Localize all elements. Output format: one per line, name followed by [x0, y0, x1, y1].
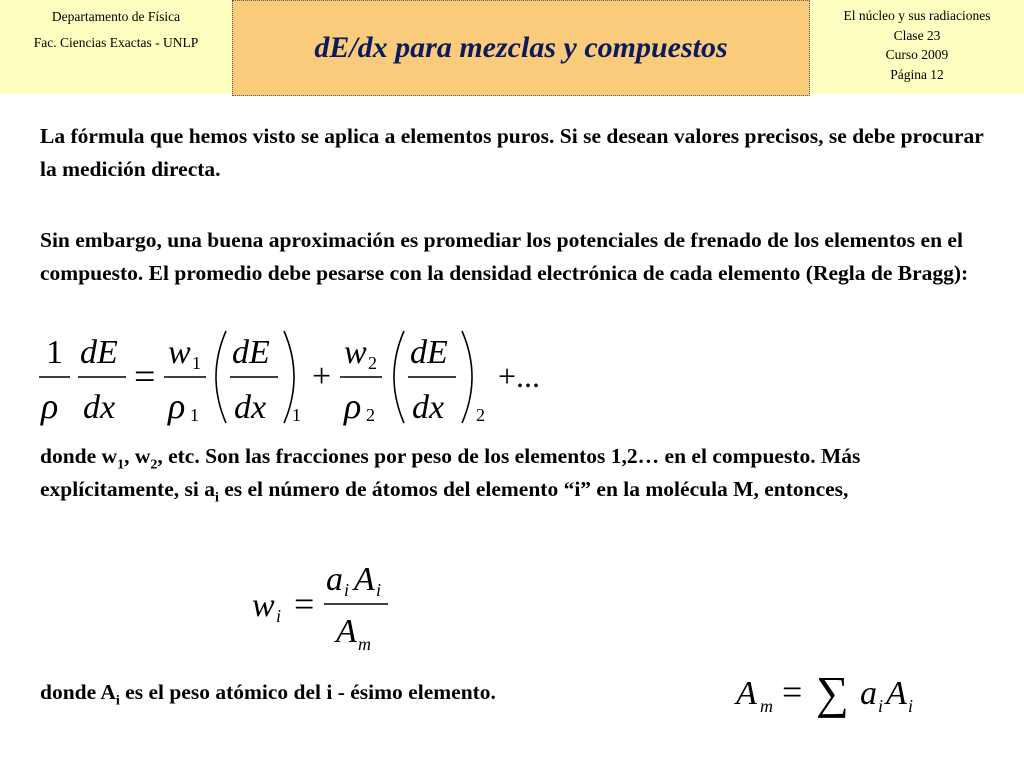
wi-equals: = [294, 584, 315, 624]
eq-rho1-sub: 1 [190, 405, 199, 425]
paragraph-intro: La fórmula que hemos visto se aplica a elementos puros. Si se desean valores precisos, se debe procurar la medición directa. [40, 124, 984, 181]
eq-dE-2: dE [232, 334, 270, 371]
eq-plus: + [312, 358, 332, 395]
eq-dx-1: dx [83, 389, 116, 426]
department-label: Departamento de Física [51, 9, 181, 24]
eq-outer-sub-2: 2 [476, 405, 485, 425]
eq-dE-1: dE [80, 334, 118, 371]
am-sum: ∑ [816, 667, 849, 718]
wi-a-sub: i [344, 580, 350, 600]
para3-text-b: , w [124, 444, 151, 468]
am-equation [736, 664, 936, 724]
eq-dx-3: dx [412, 389, 445, 426]
wi-Am: A [336, 613, 357, 650]
para4-text-b: es el peso atómico del i - ésimo elemento. [119, 680, 496, 704]
eq-w2-sub: 2 [368, 353, 377, 373]
eq-w2: w [344, 334, 367, 371]
wi-Am-sub: m [358, 634, 371, 654]
course-year: Curso 2009 [885, 47, 949, 62]
wi-A: A [354, 561, 375, 598]
slide-title: dE/dx para mezclas y compuestos [314, 31, 728, 64]
eq-w1-sub: 1 [192, 353, 201, 373]
para4-text-a: donde A [40, 680, 116, 704]
eq-w1: w [168, 334, 191, 371]
paragraph-atomic-weight [40, 676, 680, 709]
title-box [232, 0, 810, 96]
para3-text-a: donde w [40, 444, 118, 468]
eq-outer-sub-1: 1 [292, 405, 301, 425]
course-name: El núcleo y sus radiaciones [843, 8, 991, 23]
am-A: A [736, 675, 757, 712]
am-a: a [860, 675, 877, 712]
para3-sub-3: i [214, 490, 219, 506]
eq-ellipsis: +... [498, 358, 541, 394]
eq-equals: = [134, 356, 156, 398]
wi-w-sub: i [276, 606, 282, 626]
am-Ai: A [886, 675, 907, 712]
para3-text-d: es el número de átomos del elemento “i” en la molécula M, entonces, [218, 477, 849, 501]
para3-sub-1: 1 [117, 457, 125, 473]
eq-one: 1 [46, 334, 63, 371]
eq-dx-2: dx [234, 389, 267, 426]
wi-equation [250, 560, 420, 660]
wi-A-sub: i [376, 580, 382, 600]
para3-text-c: , etc. Son las fracciones por peso de los elementos 1,2… en el compuesto. Más explícitamente, si a [40, 444, 861, 501]
paragraph-bragg: Sin embargo, una buena aproximación es promediar los potenciales de frenado de los elementos en el compuesto. El promedio debe pesarse con la densidad electrónica de cada elemento (Regla de Bragg): [40, 228, 969, 285]
para4-sub: i [115, 693, 120, 709]
page-number: Página 12 [890, 66, 944, 82]
eq-dE-3: dE [410, 334, 448, 371]
para3-sub-2: 2 [150, 457, 158, 473]
am-a-sub: i [878, 696, 884, 716]
wi-w: w [252, 587, 275, 624]
am-Ai-sub: i [908, 696, 914, 716]
header-left [0, 0, 232, 94]
wi-a: a [326, 561, 343, 598]
am-A-sub: m [760, 696, 773, 716]
eq-rho2-sub: 2 [366, 405, 375, 425]
eq-rho: ρ [41, 386, 59, 426]
class-number: Clase 23 [893, 27, 941, 43]
faculty-label: Fac. Ciencias Exactas - UNLP [33, 35, 199, 50]
eq-rho2: ρ [344, 386, 362, 426]
eq-rho1: ρ [168, 386, 186, 426]
header-right [810, 0, 1024, 94]
bragg-equation [36, 325, 636, 435]
paragraph-weights [40, 440, 990, 506]
am-equals: = [782, 672, 803, 712]
